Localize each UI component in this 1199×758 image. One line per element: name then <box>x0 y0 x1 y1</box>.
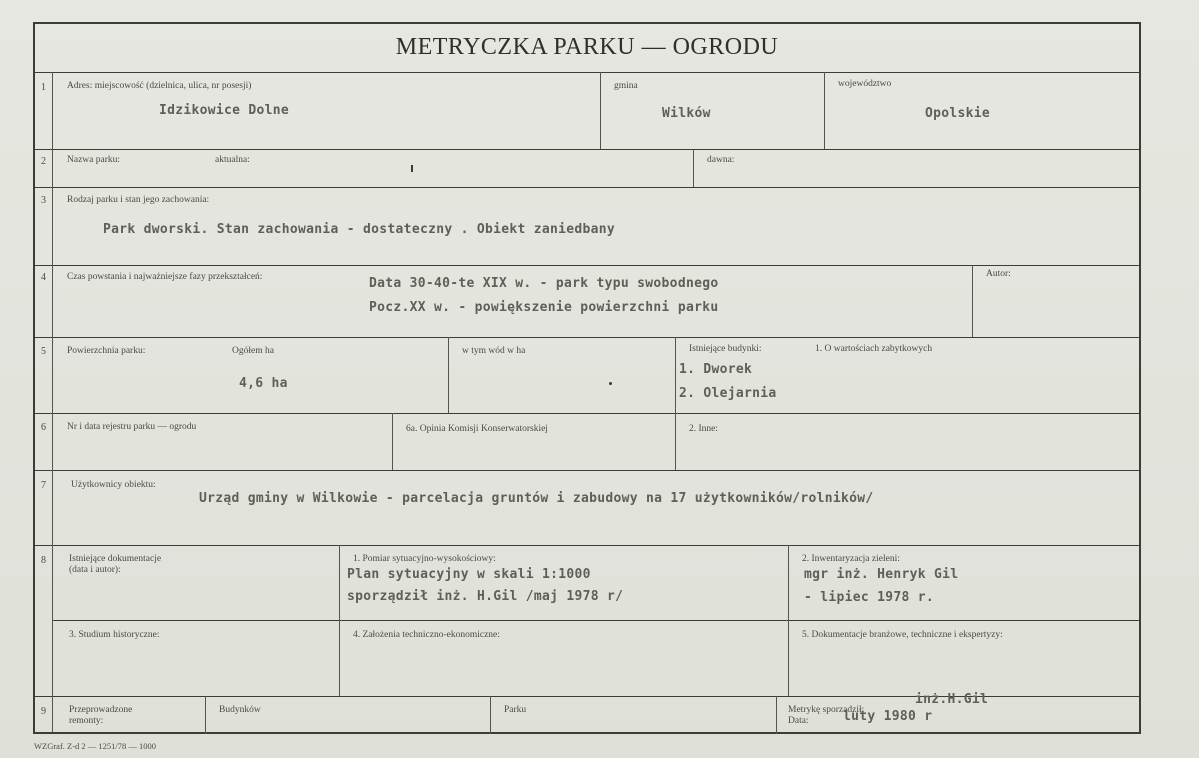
total-area-value: 4,6 ha <box>239 376 288 391</box>
buildings-label: Istniejące budynki: <box>689 344 762 354</box>
branch-docs-label: 5. Dokumentacje branżowe, techniczne i ekspertyzy: <box>802 630 1003 640</box>
building-1: 1. Dworek <box>679 362 753 377</box>
voivodeship-label: województwo <box>838 79 892 89</box>
date-value: luty 1980 r <box>843 709 933 724</box>
rule-row4 <box>35 337 1139 338</box>
total-area-label: Ogółem ha <box>232 346 274 356</box>
rule-row8-mid <box>52 620 1139 621</box>
author-label: Autor: <box>986 269 1011 279</box>
address-value: Idzikowice Dolne <box>159 103 290 118</box>
prepared-by-value: inż.H.Gil <box>915 692 989 707</box>
users-label: Użytkownicy obiektu: <box>71 480 156 490</box>
divider <box>339 545 340 696</box>
divider <box>675 413 676 470</box>
divider <box>693 149 694 187</box>
existing-docs-title: Istniejące dokumentacje <box>69 554 162 564</box>
printer-footer: WZGraf. Z-d 2 — 1251/78 — 1000 <box>34 741 157 751</box>
ink-speck <box>609 382 612 385</box>
monuments-label: 1. O wartościach zabytkowych <box>815 344 933 354</box>
address-label: Adres: miejscowość (dzielnica, ulica, nr posesji) <box>67 81 252 91</box>
row-number: 3 <box>41 195 46 206</box>
rule-row2 <box>35 187 1139 188</box>
date-label: Data: <box>788 716 809 726</box>
rule-row1 <box>35 149 1139 150</box>
row-number: 2 <box>41 156 46 167</box>
row-number: 4 <box>41 272 46 283</box>
form-title: METRYCZKA PARKU — OGRODU <box>395 34 779 60</box>
row-number: 7 <box>41 480 46 491</box>
building-2: 2. Olejarnia <box>679 386 777 401</box>
users-value: Urząd gminy w Wilkowie - parcelacja gruntów i zabudowy na 17 użytkowników/rolników/ <box>199 491 874 506</box>
ink-mark <box>411 165 413 172</box>
survey-label: 1. Pomiar sytuacyjno-wysokościowy: <box>353 554 496 564</box>
park-name-label: Nazwa parku: <box>67 155 121 165</box>
prepared-by-label: Metrykę sporządził: <box>788 705 865 715</box>
renovations-label <box>69 705 132 727</box>
divider <box>392 413 393 470</box>
rule-row6 <box>35 470 1139 471</box>
survey-line1: Plan sytuacyjny w skali 1:1000 <box>347 567 591 582</box>
current-name-label: aktualna: <box>215 155 250 165</box>
rule-row7 <box>35 545 1139 546</box>
divider <box>448 337 449 413</box>
divider <box>788 545 789 696</box>
row-number: 6 <box>41 422 46 433</box>
renovations-label-line2: remonty: <box>69 716 104 726</box>
greenery-inventory-line1: mgr inż. Henryk Gil <box>804 567 959 582</box>
survey-line2: sporządził inż. H.Gil /maj 1978 r/ <box>347 589 624 604</box>
park-type-label: Rodzaj parku i stan jego zachowania: <box>67 195 210 205</box>
row-number: 5 <box>41 346 46 357</box>
buildings-renov-label: Budynków <box>219 705 261 715</box>
divider <box>600 72 601 149</box>
history-phases-line1: Data 30-40-te XIX w. - park typu swobodnego <box>369 276 719 291</box>
divider <box>205 696 206 734</box>
renovations-label-line1: Przeprowadzone <box>69 705 133 715</box>
rule-row3 <box>35 265 1139 266</box>
divider <box>675 337 676 413</box>
divider <box>776 696 777 734</box>
gmina-label: gmina <box>614 81 638 91</box>
voivodeship-value: Opolskie <box>925 106 991 121</box>
row-number: 8 <box>41 555 46 566</box>
park-type-value: Park dworski. Stan zachowania - dostateczny . Obiekt zaniedbany <box>103 222 615 237</box>
divider <box>490 696 491 734</box>
divider <box>972 265 973 337</box>
history-phases-line2: Pocz.XX w. - powiększenie powierzchni parku <box>369 300 719 315</box>
greenery-inventory-label: 2. Inwentaryzacja zieleni: <box>802 554 900 564</box>
other-label: 2. Inne: <box>689 424 719 434</box>
divider <box>824 72 825 149</box>
tech-econ-label: 4. Założenia techniczno-ekonomiczne: <box>353 630 500 640</box>
existing-docs-label <box>69 554 161 576</box>
row-number: 9 <box>41 706 46 717</box>
row-number: 1 <box>41 82 46 93</box>
form-frame <box>33 22 1141 734</box>
former-name-label: dawna: <box>707 155 735 165</box>
water-area-label: w tym wód w ha <box>462 346 526 356</box>
rule-row5 <box>35 413 1139 414</box>
number-column-rule <box>52 72 53 732</box>
park-area-label: Powierzchnia parku: <box>67 346 146 356</box>
history-phases-label: Czas powstania i najważniejsze fazy przekształceń: <box>67 272 263 282</box>
gmina-value: Wilków <box>662 106 711 121</box>
greenery-inventory-line2: - lipiec 1978 r. <box>804 590 935 605</box>
existing-docs-sub: (data i autor): <box>69 565 121 575</box>
register-label: Nr i data rejestru parku — ogrodu <box>67 422 197 432</box>
commission-opinion-label: 6a. Opinia Komisji Konserwatorskiej <box>406 424 548 434</box>
park-renov-label: Parku <box>504 705 527 715</box>
rule-header <box>35 72 1139 73</box>
historical-study-label: 3. Studium historyczne: <box>69 630 160 640</box>
